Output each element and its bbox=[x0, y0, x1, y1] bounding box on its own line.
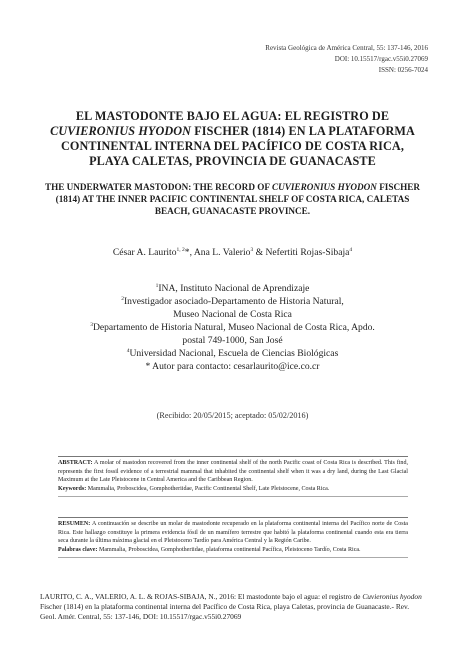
affiliation-1-num: 1 bbox=[155, 283, 159, 289]
journal-issn: ISSN: 0256-7024 bbox=[378, 66, 428, 74]
affiliations bbox=[40, 282, 425, 373]
author-separator: & bbox=[255, 247, 264, 258]
citation-block bbox=[40, 592, 425, 622]
affiliation-4-text: Universidad Nacional, Escuela de Ciencias Biológicas bbox=[129, 348, 339, 359]
affiliation-2-cont: Museo Nacional de Costa Rica bbox=[173, 309, 292, 320]
author-list bbox=[40, 247, 425, 259]
author-3-affil: 4 bbox=[349, 247, 353, 253]
author-1-affil: 1, 2 bbox=[176, 247, 185, 253]
author-3: Nefertiti Rojas-Sibaja bbox=[265, 247, 350, 258]
journal-header bbox=[168, 43, 428, 76]
title-en-part2: FISCHER (1814) AT THE INNER PACIFIC CONTINENTAL SHELF OF COSTA RICA, CALETAS BEACH, GUANACASTE PROVINCE. bbox=[55, 182, 421, 216]
author-1-mark: *, bbox=[184, 247, 192, 258]
citation-part2: Fischer (1814) en la plataforma continental interna del Pacífico de Costa Rica, playa Caletas, provincia de Guanacaste.- Rev. Geol. Amér. Central, 55: 137-146, DOI: 10.15517/rgac.v55i0.27069 bbox=[40, 602, 410, 621]
resumen-body bbox=[58, 520, 408, 554]
title-en-part1: THE UNDERWATER MASTODON: THE RECORD OF bbox=[44, 182, 270, 192]
affiliation-2-text: Investigador asociado-Departamento de Historia Natural, bbox=[123, 296, 344, 307]
title-english bbox=[40, 181, 425, 217]
keywords-text: Mammalia, Proboscidea, Gomphotheriidae, Pacific Continental Shelf, Late Pleistocene, Costa Rica. bbox=[87, 485, 330, 492]
abstract-body bbox=[58, 459, 408, 493]
title-spanish bbox=[40, 109, 425, 169]
resumen-label: RESUMEN: bbox=[58, 521, 91, 527]
affiliation-4 bbox=[40, 347, 425, 360]
author-1: César A. Laurito bbox=[112, 247, 177, 258]
abstract-label: ABSTRACT: bbox=[58, 460, 93, 466]
journal-citation: Revista Geológica de América Central, 55: 137-146, 2016 bbox=[265, 44, 428, 52]
affiliation-3-text: Departamento de Historia Natural, Museo Nacional de Costa Rica, Apdo. bbox=[92, 322, 375, 333]
contact-author: * Autor para contacto: cesarlaurito@ice.co.cr bbox=[145, 361, 320, 372]
title-en-species: CUVIERONIUS HYODON bbox=[271, 182, 377, 192]
resumen-divider bbox=[58, 557, 408, 558]
title-es-part1: EL MASTODONTE BAJO EL AGUA: EL REGISTRO DE bbox=[75, 109, 390, 123]
citation-species: Cuvieronius hyodon bbox=[362, 592, 422, 601]
keywords-label: Keywords: bbox=[58, 485, 87, 492]
palabras-clave-text: Mammalia, Proboscidea, Gomphotheriidae, plataforma continental Pacífica, Pleistoceno Tardío, Costa Rica. bbox=[98, 546, 361, 553]
abstract-text: A molar of mastodon recovered from the inner continental shelf of the north Pacific coast of Costa Rica is described. This find, represents the first fossil evidence of a terrestrial mammal that inhabited the continental shelf when it was a dry land, during the Last Glacial Maximum at the Late Pleistocene in Central America and the Caribbean Region. bbox=[58, 460, 408, 484]
author-2-affil: 3 bbox=[250, 247, 254, 253]
affiliation-3-cont: postal 749-1000, San José bbox=[182, 335, 283, 346]
affiliation-3 bbox=[40, 321, 425, 334]
title-es-species: CUVIERONIUS HYODON bbox=[50, 124, 192, 138]
affiliation-1 bbox=[40, 282, 425, 295]
affiliation-3-num: 3 bbox=[90, 322, 93, 328]
journal-doi: DOI: 10.15517/rgac.v55i0.27069 bbox=[334, 55, 428, 63]
affiliation-2-num: 2 bbox=[121, 296, 124, 302]
resumen-text: A continuación se describe un molar de mastodonte recuperado en la plataforma continental interna del Pacífico norte de Costa Rica. Este hallazgo constituye la primera evidencia fósil de un mamífero terrestre que habitó la plataforma continental cuando esta era tierra seca durante la última máxima glacial en el Pleistoceno Tardío para América Central y la Región Caribe. bbox=[58, 521, 408, 545]
affiliation-2 bbox=[40, 295, 425, 308]
palabras-clave-label: Palabras clave: bbox=[58, 546, 98, 553]
author-2: Ana L. Valerio bbox=[193, 247, 251, 258]
received-dates: (Recibido: 20/05/2015; aceptado: 05/02/2016) bbox=[156, 411, 309, 420]
abstract-divider bbox=[58, 496, 408, 497]
title-es-part2: FISCHER (1814) EN LA PLATAFORMA CONTINENTAL INTERNA DEL PACÍFICO DE COSTA RICA, PLAYA CALETAS, PROVINCIA DE GUANACASTE bbox=[61, 124, 415, 168]
citation-part1: LAURITO, C. A., VALERIO, A. L. & ROJAS-SIBAJA, N., 2016: El mastodonte bajo el agua: el registro de bbox=[40, 592, 361, 601]
affiliation-1-text: INA, Instituto Nacional de Aprendizaje bbox=[158, 283, 310, 294]
resumen-section bbox=[58, 517, 408, 558]
abstract-section bbox=[58, 456, 408, 497]
affiliation-4-num: 4 bbox=[126, 348, 130, 354]
